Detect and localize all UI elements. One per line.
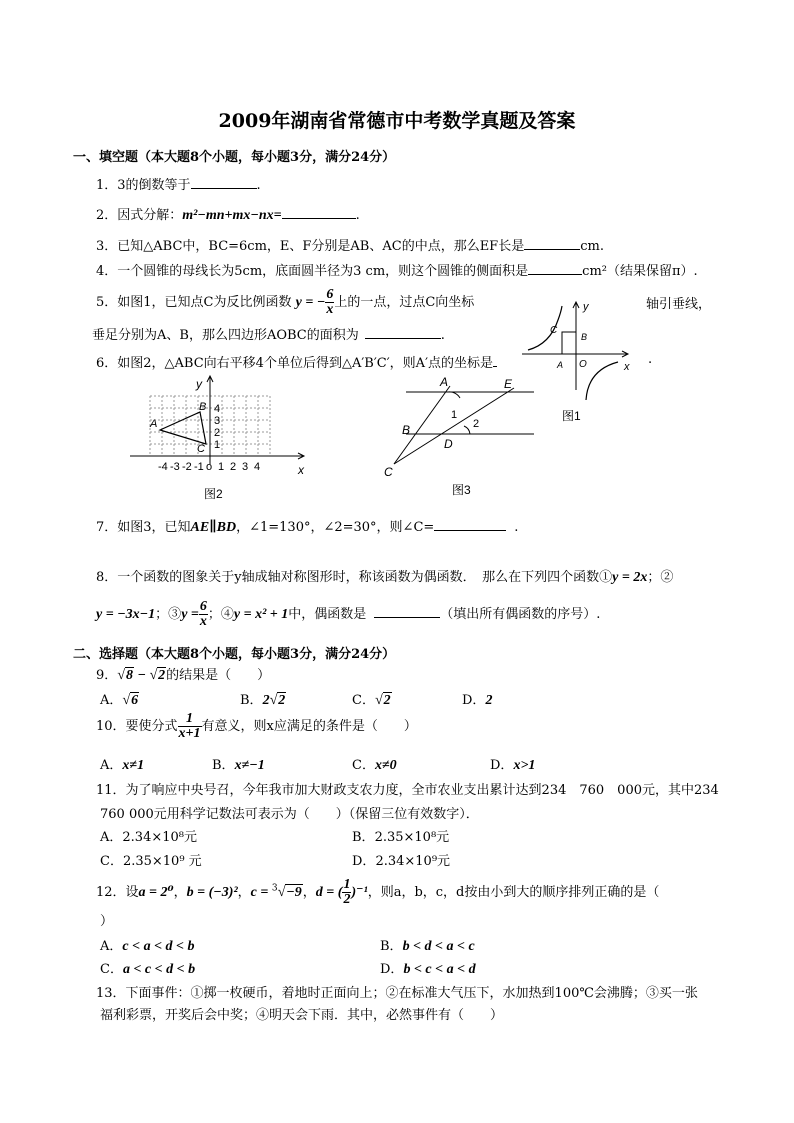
q5-text-c: 轴引垂线，	[646, 297, 712, 312]
fig2-y-tick-label: 4	[214, 403, 221, 415]
q3-text: 3．已知△ABC中，BC=6cm，E、F分别是AB、AC的中点，那么EF长是	[96, 239, 525, 254]
fig3-label-c: C	[384, 465, 393, 479]
fraction-numerator: 1	[343, 877, 351, 892]
q12-option-d[interactable]	[380, 958, 476, 978]
fig3-label-angle-1: 1	[451, 409, 458, 421]
option-value: b < c < a < d	[403, 962, 476, 977]
fig2-x-tick-label: -1	[194, 461, 204, 473]
q8-sep-1: ；②	[647, 570, 674, 585]
option-label: D．	[462, 693, 486, 708]
fig3-angle-2-arc	[464, 426, 470, 434]
q13-line-2: 福利彩票，开奖后会中奖；④明天会下雨．其中，必然事件有（ ）	[100, 1008, 504, 1023]
q1-tail: .	[256, 178, 261, 193]
q8-function-2: y = −3x−1	[96, 607, 156, 622]
q5-function-lhs: y = −	[295, 295, 326, 310]
question-3	[96, 235, 604, 254]
q11-option-c[interactable]	[100, 850, 202, 869]
fig2-x-tick-label: 1	[218, 461, 225, 473]
fig2-x-tick-label: 3	[242, 461, 249, 473]
fig2-x-tick-label: 4	[254, 461, 261, 473]
q11-option-a[interactable]	[100, 826, 197, 845]
fig3-label-b: B	[402, 423, 411, 437]
q9-option-b[interactable]: B．2√2	[240, 693, 286, 708]
q9-radicand-1: 8	[125, 668, 133, 683]
q7-mid: ，∠1=130°，∠2=30°，则∠C=	[236, 520, 435, 535]
option-value: b < d < a < c	[402, 939, 475, 954]
q8-text: 8．一个函数的图象关于y轴成轴对称图形时，称该函数为偶函数． 那么在下列四个函数①	[96, 570, 613, 585]
option-value: x≠0	[374, 758, 397, 773]
fig1-rectangle-aobc	[562, 332, 576, 354]
q11-option-b[interactable]	[352, 826, 449, 845]
q2-expression: m²−mn+mx−nx=	[182, 208, 282, 223]
q12-comma: ，	[237, 885, 251, 900]
fraction-denominator: x	[199, 614, 207, 629]
fig2-triangle-abc	[160, 412, 206, 444]
option-value: 2.35×10⁹ 元	[122, 854, 202, 869]
q10-num: 10．要使分式	[96, 719, 178, 734]
fig2-x-tick-labels	[158, 461, 260, 473]
fig2-y-tick-label: 3	[214, 415, 221, 427]
option-value: a < c < d < b	[122, 962, 196, 977]
q3-tail: cm.	[580, 239, 604, 254]
q13-line-1: 13．下面事件：①掷一枚硬币，着地时正面向上；②在标准大气压下，水加热到100℃会沸腾；③买一张	[96, 986, 698, 1001]
fig3-label-e: E	[504, 377, 513, 391]
fig1-label-c: C	[550, 325, 558, 336]
fig2-y-tick-label: 1	[214, 439, 221, 451]
fig1-label-a: A	[557, 360, 564, 370]
option-label: A．	[100, 693, 123, 708]
question-7	[96, 516, 518, 536]
q6-tail: .	[648, 352, 653, 367]
answer-blank	[365, 326, 441, 339]
option-label: C．	[100, 854, 123, 869]
fig1-label-o: O	[579, 359, 587, 370]
fraction-denominator: 2	[343, 892, 351, 907]
fig2-x-tick-label: o	[206, 461, 213, 473]
fig2-label-b: B	[199, 401, 207, 413]
fig3-caption: 图3	[452, 483, 471, 497]
question-2	[96, 204, 360, 224]
q10-fraction	[178, 712, 202, 741]
q12-text: ，则a，b，c，d按由小到大的顺序排列正确的是（	[367, 885, 660, 900]
question-12: 12．设a = 2⁰，b = (−3)²，c = $^3$√−9，d = ( $\frac{1}{2}$ )⁻¹，则a，b，c，d按由小到大的顺序排列正确的是（	[96, 877, 660, 907]
answer-blank	[528, 262, 582, 275]
option-label: B．	[240, 693, 263, 708]
q10-option-b[interactable]	[212, 754, 265, 774]
option-value: 2.35×10⁸元	[374, 830, 450, 845]
figure-2	[126, 372, 316, 502]
q4-text: 4．一个圆锥的母线长为5cm，底面圆半径为3 cm，则这个圆锥的侧面积是	[96, 264, 529, 279]
option-label: C．	[352, 758, 375, 773]
q5-text-line2: 垂足分别为A、B，那么四边形AOBC的面积为	[92, 328, 359, 343]
q6-text: 6．如图2，△ABC向右平移4个单位后得到△A′B′C′，则A′点的坐标是	[96, 356, 494, 371]
q10-text: 有意义，则x应满足的条件是（ ）	[201, 719, 417, 734]
q8-sep-3: ；④	[207, 607, 234, 622]
q11-option-d[interactable]	[352, 850, 450, 869]
option-value: c < a < d < b	[122, 939, 195, 954]
fig1-curve-right	[586, 362, 618, 400]
q9-radicand-2: 2	[158, 668, 166, 683]
fig2-label-a: A	[150, 418, 158, 430]
q5-text-b: 上的一点，过点C向坐标	[334, 295, 475, 310]
option-label: B．	[212, 758, 235, 773]
q12-option-b[interactable]	[380, 935, 475, 955]
option-label: A．	[100, 758, 123, 773]
q10-option-a[interactable]	[100, 754, 144, 774]
q9-minus: −	[133, 668, 150, 683]
q8-function-3-lhs: y =	[181, 607, 199, 622]
q7-prefix: 7．如图3，已知	[96, 520, 191, 535]
fig1-label-y: y	[583, 301, 589, 313]
q2-tail: .	[355, 208, 360, 223]
q8-function-4: y = x² + 1	[233, 607, 289, 622]
option-label: D．	[490, 758, 514, 773]
q12-c-radicand: −9	[286, 885, 302, 900]
q12-option-a[interactable]	[100, 935, 195, 955]
option-value: 2.34×10⁸元	[122, 830, 197, 845]
option-value: x≠1	[122, 758, 145, 773]
fig1-label-b: B	[581, 332, 588, 342]
q12-line-2: ）	[100, 914, 114, 929]
figure-3	[378, 372, 538, 500]
section-1-header: 一、填空题（本大题8个小题，每小题3分，满分24分）	[73, 150, 396, 165]
option-value: 2	[485, 693, 493, 708]
fig2-caption: 图2	[204, 487, 223, 501]
q12-option-c[interactable]	[100, 958, 195, 978]
question-10	[96, 712, 417, 741]
q5-tail: .	[440, 328, 445, 343]
q4-tail: cm²（结果保留π）.	[582, 264, 698, 279]
option-value: 6	[131, 693, 139, 708]
q8-sep-2: ；③	[155, 607, 182, 622]
q8-function-1: y = 2x	[612, 570, 648, 585]
option-label: D．	[380, 962, 404, 977]
answer-blank	[191, 176, 257, 189]
q1-text: 1．3的倒数等于	[96, 178, 191, 193]
q5-text-a: 5．如图1，已知点C为反比例函数	[96, 295, 292, 310]
fig2-y-tick-label: 2	[214, 427, 221, 439]
question-5-line-1	[96, 288, 474, 317]
answer-blank	[282, 206, 356, 219]
option-label: B．	[380, 939, 403, 954]
fig3-label-angle-2: 2	[473, 418, 480, 430]
fraction-denominator: x	[326, 302, 334, 317]
q8-function-3-fraction	[199, 600, 208, 629]
q11-line-1: 11．为了响应中央号召，今年我市加大财政支农力度，全市农业支出累计达到234 760 000元，其中234	[96, 783, 719, 798]
fig2-label-y: y	[196, 377, 202, 391]
option-label: C．	[100, 962, 123, 977]
figure-1	[520, 300, 640, 426]
section-2-header: 二、选择题（本大题8个小题，每小题3分，满分24分）	[73, 647, 396, 662]
fraction-numerator: 1	[178, 712, 202, 727]
fig2-x-tick-label: 2	[230, 461, 237, 473]
option-label: A．	[100, 830, 123, 845]
fig1-label-x: x	[624, 361, 630, 373]
q7-parallel: AE∥BD	[190, 520, 237, 535]
question-1	[96, 174, 261, 193]
fig2-x-tick-label: -4	[158, 461, 168, 473]
fig3-label-a: A	[440, 375, 449, 389]
q12-d-lhs: d = (	[315, 885, 343, 900]
option-value: 2.34×10⁹元	[375, 854, 451, 869]
option-value: x≠−1	[234, 758, 265, 773]
q9-text: 的结果是（ ）	[166, 668, 271, 683]
fig2-y-tick-labels	[214, 403, 220, 451]
answer-blank	[434, 518, 506, 531]
fig3-label-d: D	[444, 437, 453, 451]
q7-tail: .	[514, 520, 519, 535]
option-value: 2	[383, 693, 391, 708]
q9-option-c[interactable]: C．√2	[352, 693, 391, 708]
q12-comma: ，	[173, 885, 187, 900]
q12-c-index: 3	[271, 883, 278, 894]
q12-d-rhs: )⁻¹	[351, 885, 368, 900]
q12-comma: ，	[302, 885, 316, 900]
q9-option-d[interactable]	[462, 689, 492, 709]
answer-blank	[374, 605, 440, 618]
fig2-label-x: x	[298, 463, 304, 477]
q9-num: 9．	[96, 668, 118, 683]
q8-mid: 中，偶函数是	[288, 607, 367, 622]
q10-option-d[interactable]	[490, 754, 535, 774]
q11-line-2: 760 000元用科学记数法可表示为（ ）（保留三位有效数字）．	[100, 807, 479, 822]
option-label: C．	[352, 693, 375, 708]
question-5-line-2	[92, 324, 445, 343]
q12-prefix: 12．设	[96, 885, 139, 900]
q10-option-c[interactable]	[352, 754, 397, 774]
option-label: B．	[352, 830, 375, 845]
fraction-numerator: 6	[199, 599, 207, 614]
fig2-label-c: C	[197, 443, 205, 455]
q9-option-a[interactable]: A．√6	[100, 693, 139, 708]
q12-a: a = 2⁰	[138, 885, 174, 900]
fig2-x-tick-label: -2	[182, 461, 192, 473]
question-8-line-2	[96, 600, 600, 629]
fig3-angle-1-arc	[448, 392, 460, 398]
option-label: D．	[352, 854, 376, 869]
fig3-line-ce	[394, 388, 514, 464]
q12-b: b = (−3)²	[186, 885, 238, 900]
option-value: x>1	[513, 758, 536, 773]
q5-fraction	[325, 288, 334, 317]
fig2-x-tick-label: -3	[170, 461, 180, 473]
fig1-caption: 图1	[562, 409, 581, 423]
question-4	[96, 260, 698, 279]
question-8-line-1	[96, 566, 673, 586]
option-coefficient: 2	[262, 693, 270, 708]
page-title: 2009年湖南省常德市中考数学真题及答案	[218, 110, 576, 132]
question-6	[96, 352, 497, 371]
option-label: A．	[100, 939, 123, 954]
fraction-numerator: 6	[326, 287, 334, 302]
q12-c-lhs: c =	[250, 885, 272, 900]
option-value: 2	[278, 693, 286, 708]
q2-prefix: 2．因式分解：	[96, 208, 183, 223]
fraction-denominator: x+1	[178, 726, 201, 741]
question-9: 9．√8 − √2的结果是（ ）	[96, 668, 271, 683]
answer-blank	[524, 237, 580, 250]
answer-blank	[493, 354, 497, 367]
q8-tail: （填出所有偶函数的序号）.	[440, 607, 601, 622]
